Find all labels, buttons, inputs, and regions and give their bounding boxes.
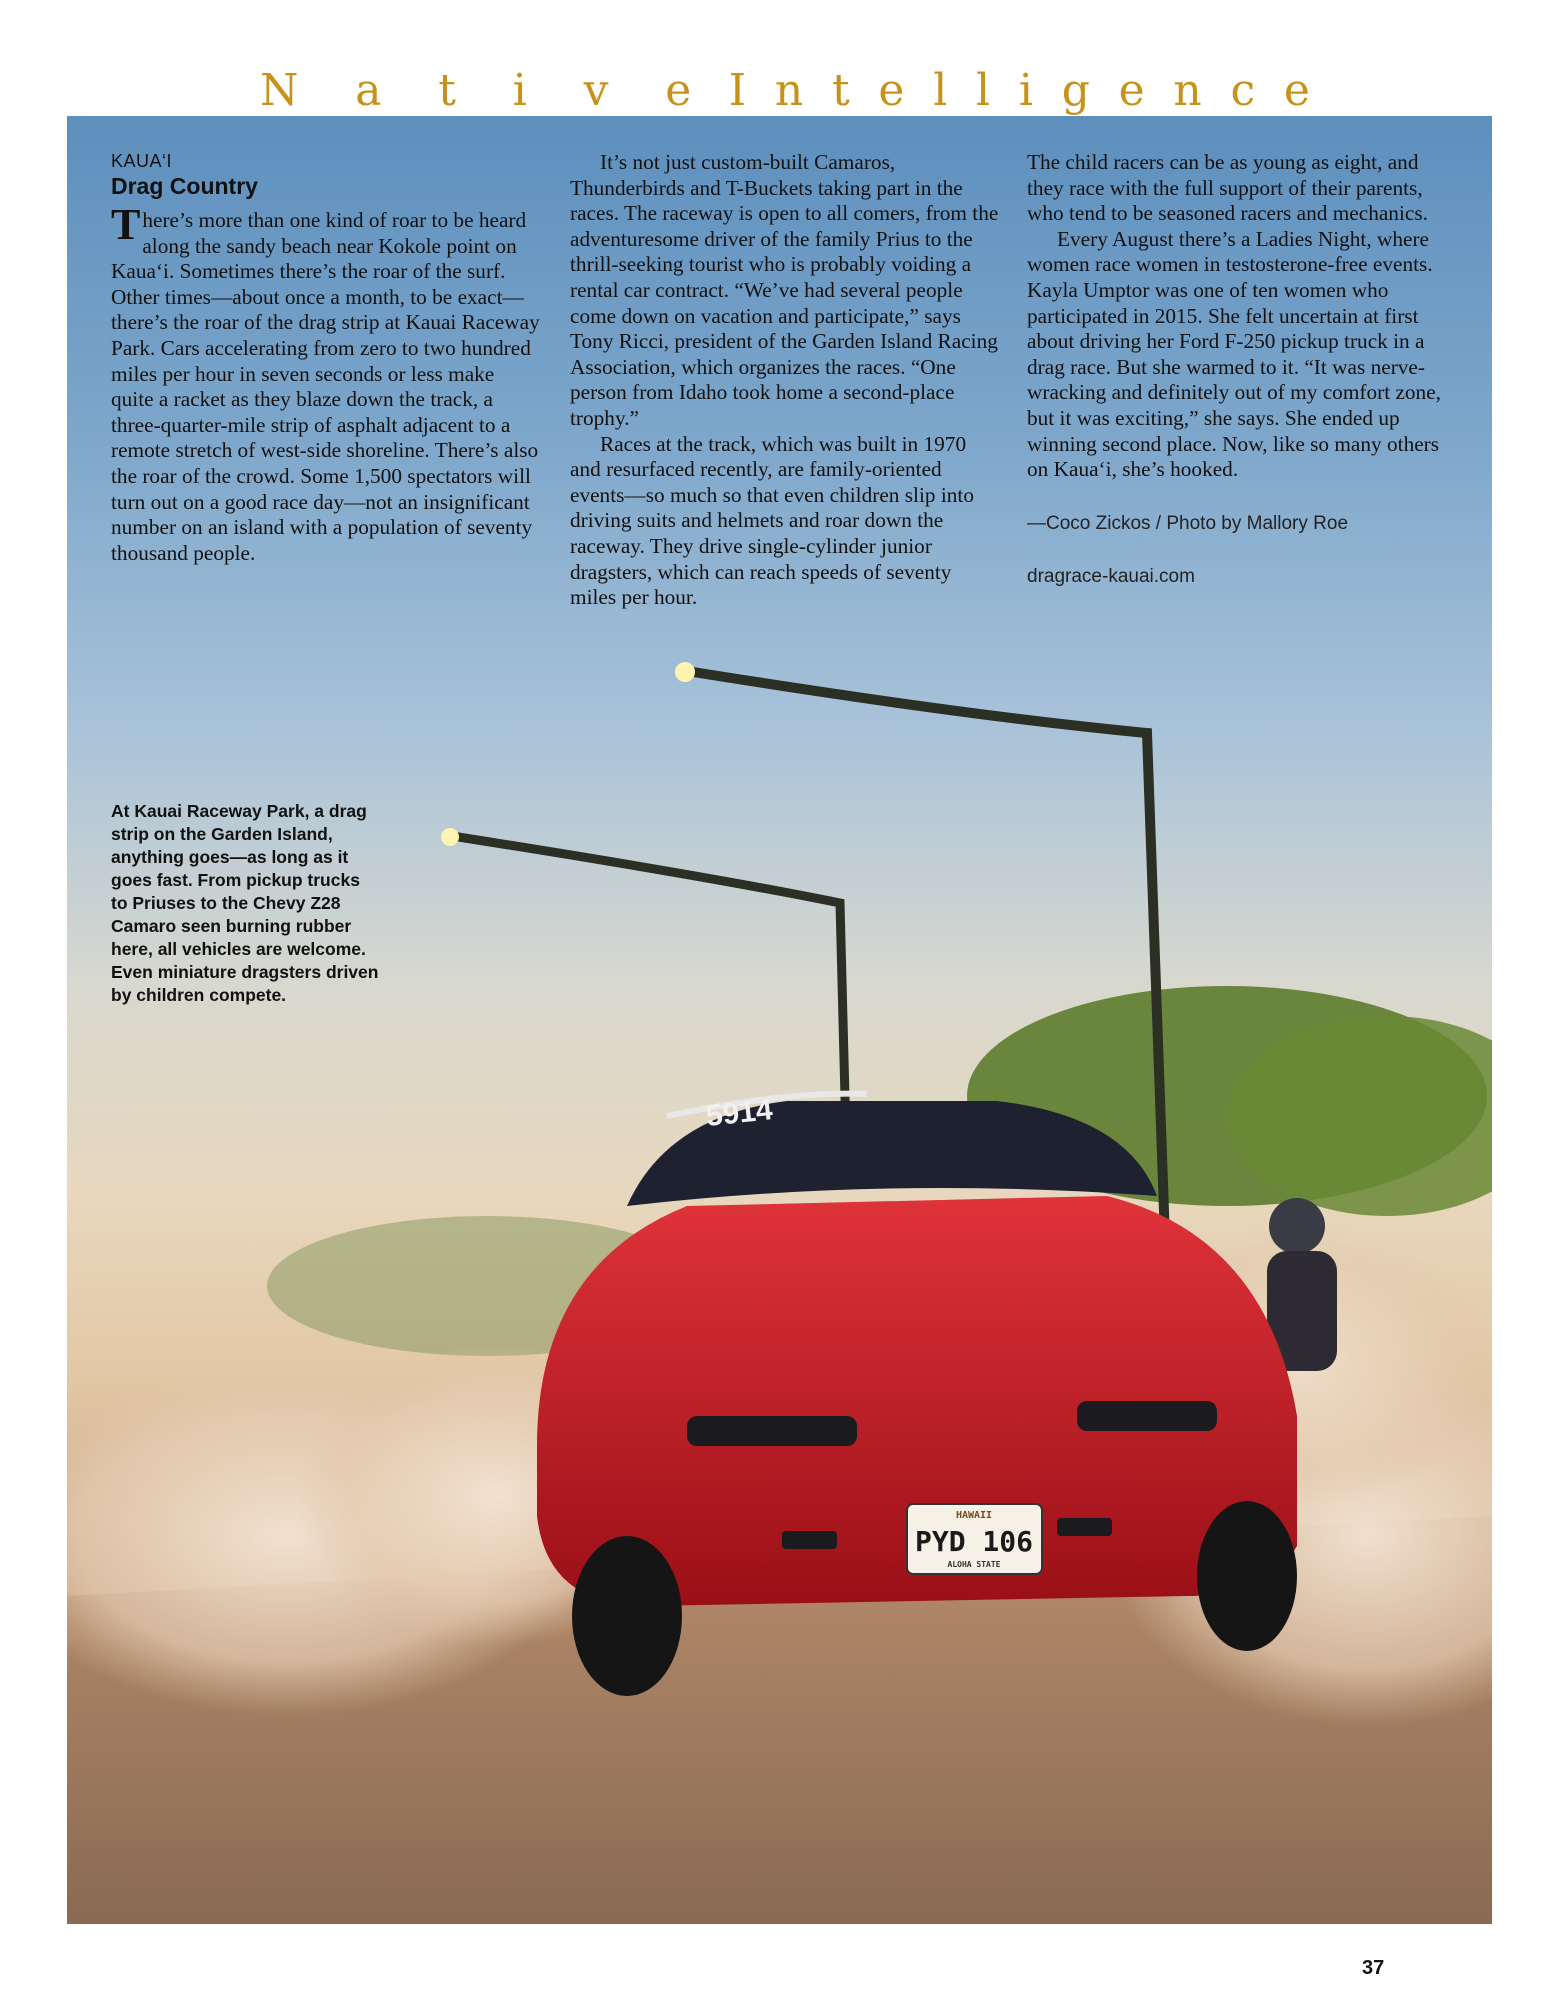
article-paragraph: Races at the track, which was built in 1970 and resurfaced recently, are family-oriented events—so much so that even children slip into driving suits and helmets and roar down the raceway. They drive single-cylinder junior dragsters, which can reach speeds of seventy miles per hour. <box>570 431 974 610</box>
photo-caption: At Kauai Raceway Park, a drag strip on the Garden Island, anything goes—as long as it goes fast. From pickup trucks to Priuses to the Chevy Z28 Camaro seen burning rubber here, all vehicles are welcome. Even miniature dragsters driven by children compete. <box>111 801 379 1005</box>
masthead-letter: e <box>878 64 905 116</box>
website-link[interactable]: dragrace-kauai.com <box>1027 566 1195 588</box>
masthead-letter: g <box>1061 64 1090 116</box>
article-paragraph: It’s not just custom-built Camaros, Thunderbirds and T-Buckets taking part in the races. The raceway is open to all comers, from the adventuresome driver of the family Prius to the thrill-seeking tourist who is probably voiding a rental car contract. “We’ve had several people come down on vacation and participate,” says Tony Ricci, president of the Garden Island Racing Association, which organizes the races. “One person from Idaho took home a second-place trophy.” <box>570 150 999 430</box>
masthead-letter: l <box>933 64 948 116</box>
section-masthead <box>260 60 1310 120</box>
masthead-letter: i <box>1018 64 1033 116</box>
masthead-letter: e <box>665 64 692 116</box>
headlight-right <box>1077 1401 1217 1431</box>
masthead-word-1 <box>260 65 691 116</box>
masthead-letter: l <box>976 64 991 116</box>
article-paragraph: Every August there’s a Ladies Night, where women race women in testosterone-free events. Kayla Umptor was one of ten women who participated in 2015. She felt uncertain at first about driving her Ford F-250 pickup truck in a drag race. But she warmed to it. “It was nerve-wracking and definitely out of my comfort zone, but it was exciting,” she says. She ended up winning second place. Now, like so many others on Kaua‘i, she’s hooked. <box>1027 226 1441 482</box>
motorcycle-rider <box>1269 1198 1325 1254</box>
article-paragraph: There’s more than one kind of roar to be heard along the sandy beach near Kokole point on Kaua‘i. Sometimes there’s the roar of the surf. Other times—about once a month, to be exact—there’s the roar of the drag strip at Kauai Raceway Park. Cars accelerating from zero to two hundred miles per hour in seven seconds or less make quite a racket as they blaze down the track, a three-quarter-mile strip of asphalt adjacent to a remote stretch of west-side shoreline. There’s also the roar of the crowd. Some 1,500 spectators will turn out on a good race day—not an insignificant number on an island with a population of seventy thousand people. <box>111 200 540 565</box>
masthead-letter: N <box>260 64 299 116</box>
headlight-left <box>687 1416 857 1446</box>
masthead-letter: e <box>1118 64 1145 116</box>
article-column-3 <box>1027 150 1457 590</box>
masthead-letter: e <box>1283 64 1310 116</box>
masthead-letter: t <box>831 64 850 116</box>
masthead-letter: v <box>583 64 609 116</box>
windshield-banner: 5914 <box>704 1093 775 1133</box>
plate-motto: ALOHA STATE <box>947 1560 1001 1569</box>
front-left-wheel <box>572 1536 682 1696</box>
masthead-letter: c <box>1230 64 1256 116</box>
plate-state: HAWAII <box>955 1510 993 1521</box>
article-headline: Drag Country <box>111 173 258 199</box>
front-right-wheel <box>1197 1501 1297 1651</box>
article-column-2 <box>570 150 1000 611</box>
byline-credit: —Coco Zickos / Photo by Mallory Roe <box>1027 512 1349 534</box>
article-column-1 <box>111 150 541 566</box>
article-kicker: KAUA‘I <box>111 151 173 171</box>
masthead-letter: a <box>355 64 382 116</box>
masthead-word-2 <box>729 65 1310 116</box>
masthead-letter: t <box>438 64 456 116</box>
article-paragraph: The child racers can be as young as eight, and they race with the full support of their parents, who tend to be seasoned racers and mechanics. <box>1027 150 1428 226</box>
masthead-letter: i <box>512 64 527 116</box>
masthead-letter: n <box>1173 64 1202 116</box>
page-number: 37 <box>1362 1957 1385 1979</box>
masthead-letter: n <box>774 64 804 116</box>
drop-cap: T <box>111 200 141 249</box>
plate-number: PYD 106 <box>914 1525 1034 1558</box>
masthead-letter: I <box>728 64 747 116</box>
